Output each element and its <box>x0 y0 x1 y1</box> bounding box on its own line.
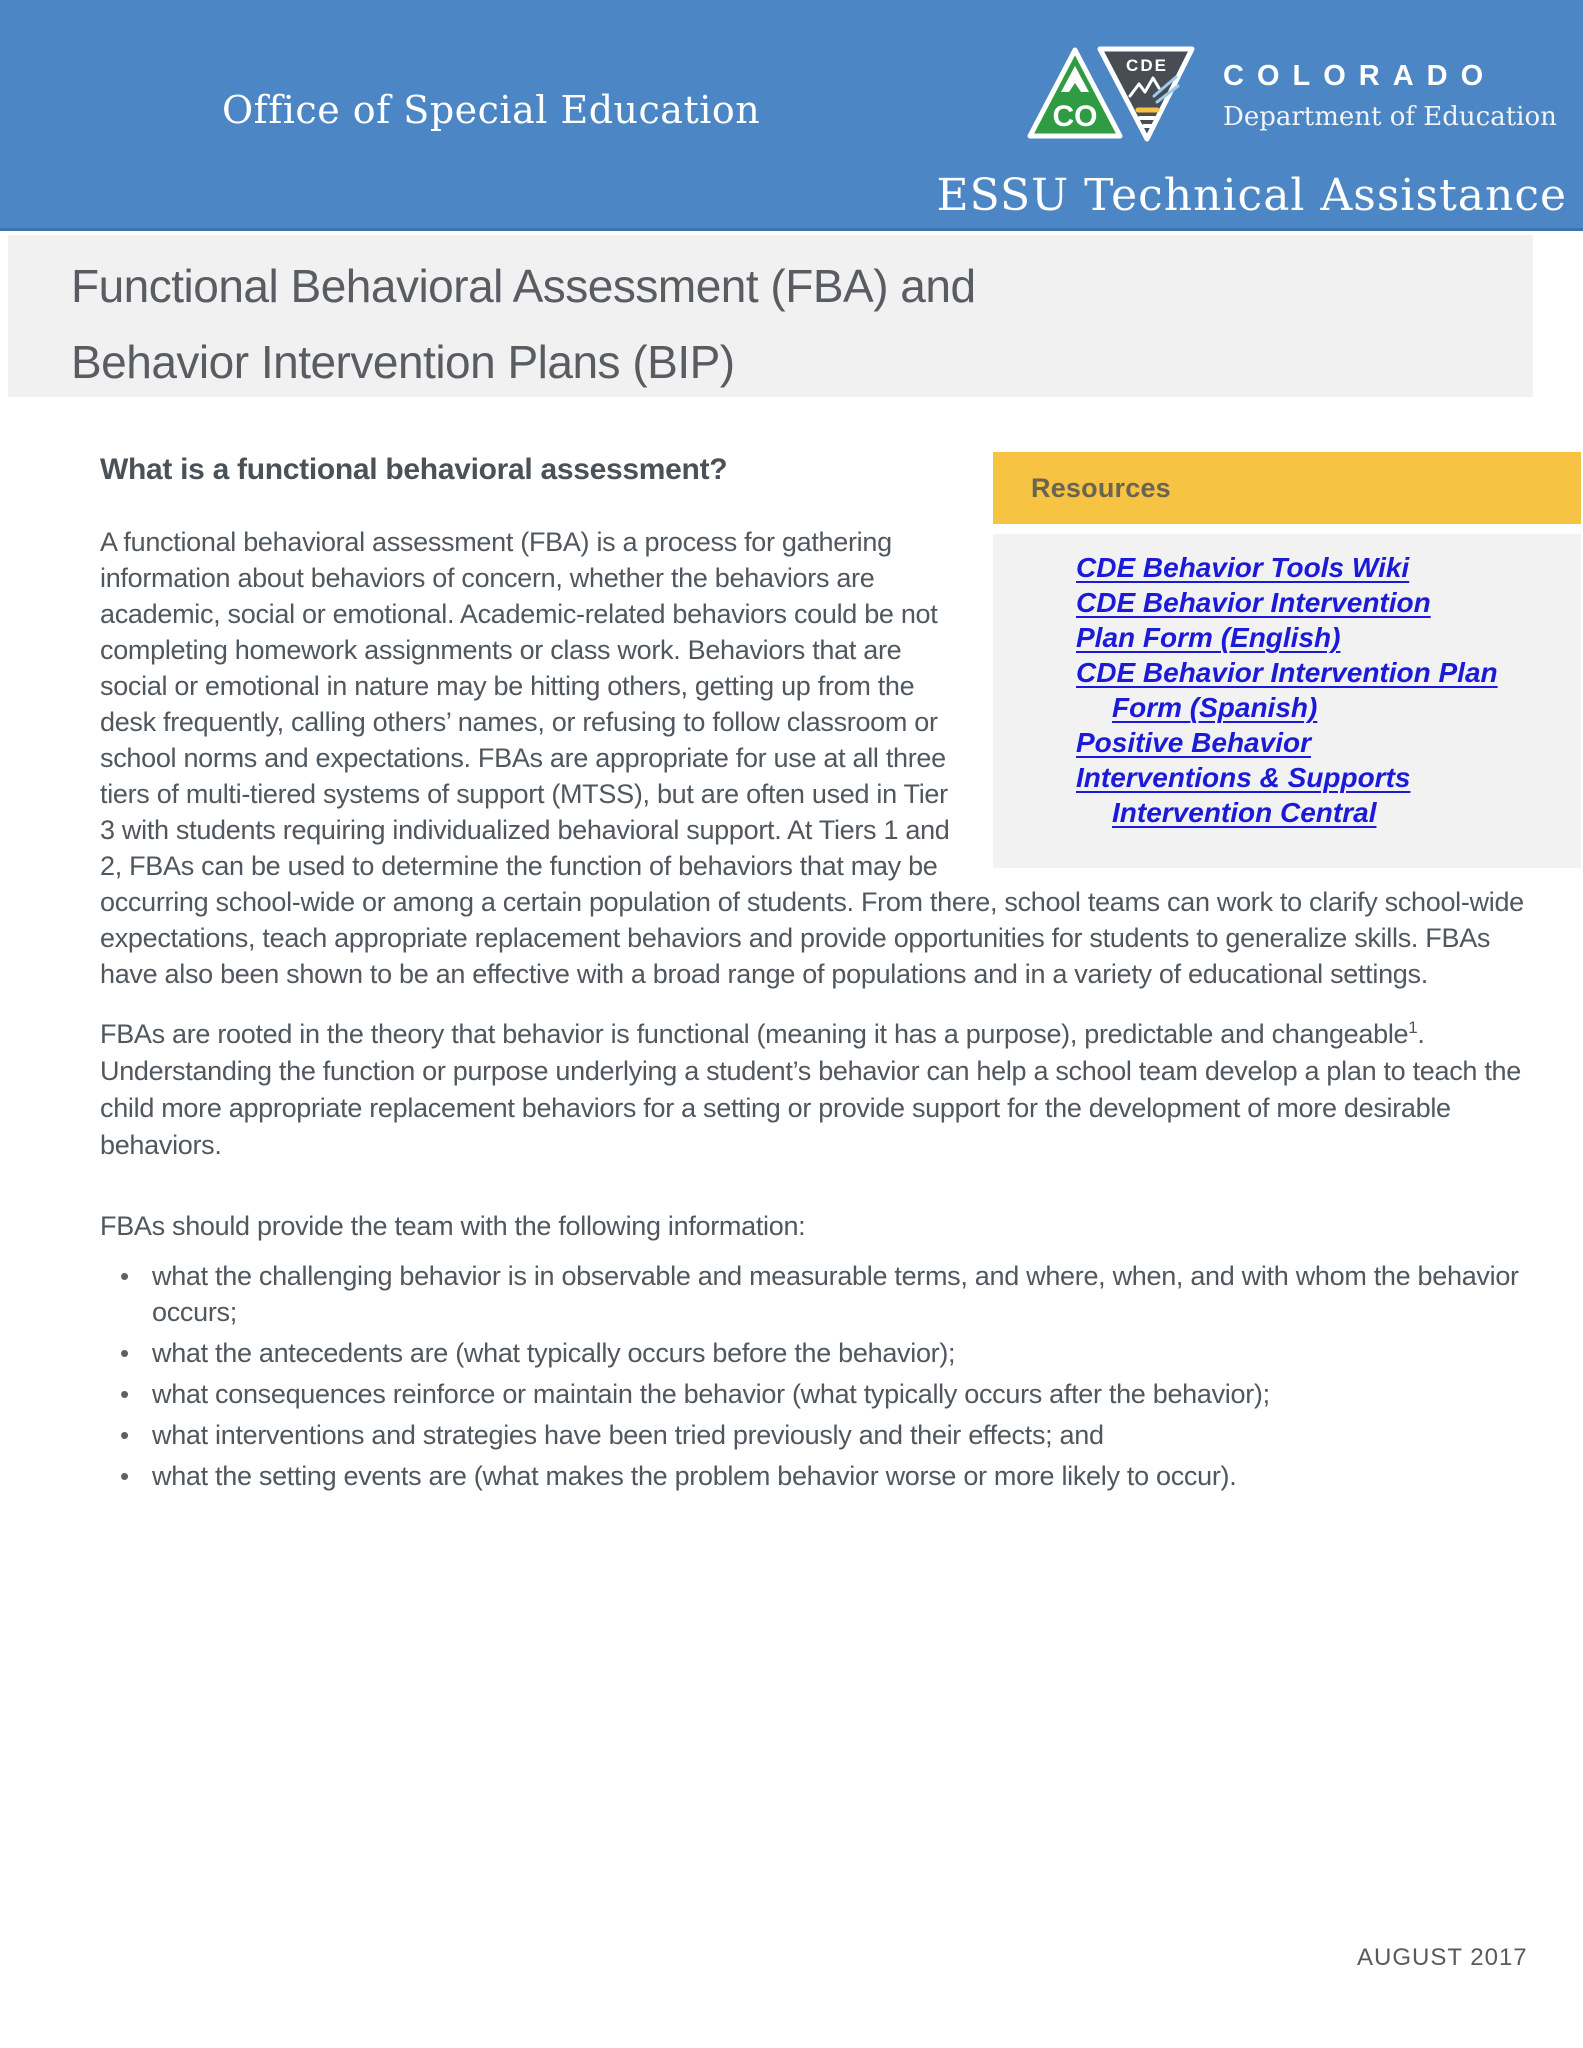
resources-header <box>993 452 1581 524</box>
section-heading: What is a functional behavioral assessment? <box>100 453 728 486</box>
title-band <box>8 235 1533 397</box>
footer-date: AUGUST 2017 <box>1357 1944 1528 1971</box>
main-content <box>100 452 1581 1499</box>
link-intervention-central[interactable]: Intervention Central <box>1112 797 1377 828</box>
resources-link-list <box>993 534 1581 868</box>
link-cde-behavior-tools-wiki[interactable]: CDE Behavior Tools Wiki <box>1076 552 1410 583</box>
office-label: Office of Special Education <box>222 88 761 132</box>
paragraph-fba-list-intro: FBAs should provide the team with the following information: <box>100 1211 806 1241</box>
resources-box <box>993 452 1581 868</box>
list-item: • what the setting events are (what makes the problem behavior worse or more likely to occur). <box>120 1458 1525 1494</box>
cde-logo-icon <box>1026 44 1196 144</box>
footnote-reference-1: 1 <box>1408 1018 1418 1037</box>
paragraph-fba-definition: A functional behavioral assessment (FBA) is a process for gathering information about behaviors of concern, whether the behaviors are academic, social or emotional. Academic-related behaviors could be not completing homework assignments or class work. Behaviors that are social or emotional in nature may be hitting others, getting up from the desk frequently, calling others’ names, or refusing to follow classroom or school norms and expectations. FBAs are appropriate for use at all three tiers of multi-tiered systems of support (MTSS), but are often used in Tier 3 with students requiring individualized behavioral support. At Tiers 1 and 2, FBAs can be used to determine the function of behaviors that may be occurring school-wide or among a certain population of students. From there, school teams can work to clarify school-wide expectations, teach appropriate replacement behaviors and provide opportunities for students to generalize skills. FBAs have also been shown to be an effective with a broad range of populations and in a variety of educational settings. <box>100 527 1524 989</box>
list-item: • what consequences reinforce or maintain the behavior (what typically occurs after the behavior); <box>120 1376 1525 1412</box>
list-item: • what the challenging behavior is in observable and measurable terms, and where, when, and with whom the behavior occurs; <box>120 1258 1525 1330</box>
link-pbis[interactable]: Positive Behavior Interventions & Supports <box>1076 727 1411 793</box>
banner-title: ESSU Technical Assistance <box>936 170 1567 221</box>
list-item: • what interventions and strategies have been tried previously and their effects; and <box>120 1417 1525 1453</box>
brand-department-name: Department of Education <box>1223 102 1557 132</box>
link-bip-form-spanish[interactable]: CDE Behavior Intervention Plan Form (Spanish) <box>1076 657 1498 723</box>
list-item: • what the antecedents are (what typically occurs before the behavior); <box>120 1335 1525 1371</box>
page-header <box>0 0 1583 231</box>
paragraph-fba-theory <box>100 1016 1525 1164</box>
fba-information-list <box>100 1258 1581 1494</box>
svg-text:CDE: CDE <box>1126 56 1168 75</box>
paragraph-fba-theory-text: FBAs are rooted in the theory that behavior is functional (meaning it has a purpose), predictable and changeable <box>100 1019 1409 1049</box>
paragraph-fba-theory-continued: . Understanding the function or purpose underlying a student’s behavior can help a school team develop a plan to teach the child more appropriate replacement behaviors for a setting or provide support for the development of more desirable behaviors. <box>100 1019 1521 1160</box>
page-title-line2: Behavior Intervention Plans (BIP) <box>71 336 735 388</box>
page-title <box>8 235 1533 400</box>
page-title-line1: Functional Behavioral Assessment (FBA) and <box>71 260 976 312</box>
svg-text:CO: CO <box>1052 100 1098 133</box>
brand-state-name: COLORADO <box>1223 60 1497 92</box>
resources-heading: Resources <box>1031 472 1171 503</box>
link-bip-form-english[interactable]: CDE Behavior Intervention Plan Form (English) <box>1076 587 1431 653</box>
